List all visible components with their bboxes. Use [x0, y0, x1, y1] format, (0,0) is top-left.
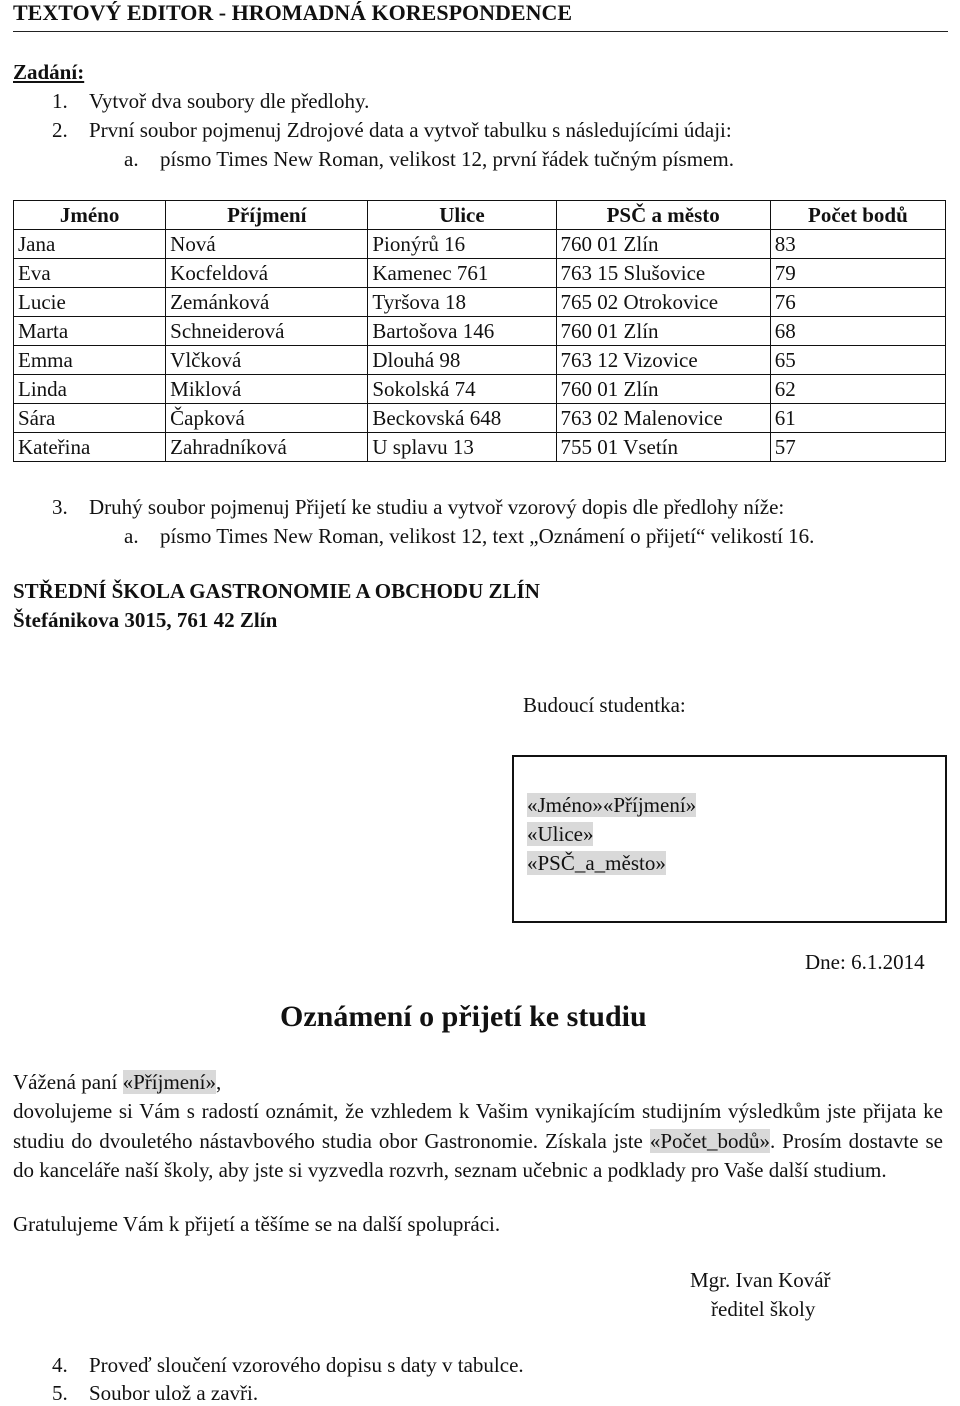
table-cell: Čapková — [166, 404, 368, 433]
table-row — [14, 317, 946, 346]
table-cell: 68 — [770, 317, 945, 346]
table-cell: Zahradníková — [166, 433, 368, 462]
table-cell: 760 01 Zlín — [556, 230, 770, 259]
table-cell: 755 01 Vsetín — [556, 433, 770, 462]
step-2a-letter: a. — [124, 147, 139, 171]
signer-role: ředitel školy — [711, 1297, 816, 1321]
table-cell: Jana — [14, 230, 166, 259]
header-ulice: Ulice — [368, 201, 556, 230]
letter-body — [13, 1097, 943, 1186]
step-3-text: Druhý soubor pojmenuj Přijetí ke studiu a vytvoř vzorový dopis dle předlohy níže: — [89, 495, 785, 519]
greeting-line — [13, 1070, 221, 1095]
table-cell: Eva — [14, 259, 166, 288]
table-cell: Schneiderová — [166, 317, 368, 346]
step-2-text: První soubor pojmenuj Zdrojové data a vytvoř tabulku s následujícími údaji: — [89, 118, 732, 142]
table-cell: Pionýrů 16 — [368, 230, 556, 259]
source-data-table — [13, 200, 946, 462]
merge-field-street-text: «Ulice» — [527, 822, 594, 846]
letter-body-part-1: dovolujeme si Vám s radostí oznámit, že vzhledem k Vašim vynikajícím studijním výsledkům jste přijata ke studiu do dvouletého nástavbového studia obor Gastronomie. Získala jste — [13, 1099, 943, 1153]
school-name: STŘEDNÍ ŠKOLA GASTRONOMIE A OBCHODU ZLÍN — [13, 579, 540, 603]
letter-body-part-2: . Prosím dostavte se do kanceláře naší školy, aby jste si vyzvedla rozvrh, seznam učebnic a podklady pro Vaše další studium. — [13, 1128, 943, 1182]
table-row — [14, 259, 946, 288]
header-jmeno: Jméno — [14, 201, 166, 230]
step-1-number: 1. — [52, 89, 68, 113]
table-cell: Lucie — [14, 288, 166, 317]
table-cell: Kateřina — [14, 433, 166, 462]
table-cell: Marta — [14, 317, 166, 346]
recipient-label: Budoucí studentka: — [523, 693, 686, 717]
signer-name: Mgr. Ivan Kovář — [690, 1268, 831, 1292]
table-cell: Bartošova 146 — [368, 317, 556, 346]
assignment-label: Zadání: — [13, 60, 85, 84]
greeting-comma: , — [215, 1070, 222, 1094]
letter-closing: Gratulujeme Vám k přijetí a těšíme se na další spolupráci. — [13, 1212, 501, 1236]
table-cell: 61 — [770, 404, 945, 433]
table-cell: Beckovská 648 — [368, 404, 556, 433]
table-cell: Kamenec 761 — [368, 259, 556, 288]
table-cell: U splavu 13 — [368, 433, 556, 462]
table-cell: Linda — [14, 375, 166, 404]
header-prijmeni: Příjmení — [166, 201, 368, 230]
step-3a-letter: a. — [124, 524, 139, 548]
table-cell: Miklová — [166, 375, 368, 404]
step-2a-text: písmo Times New Roman, velikost 12, první řádek tučným písmem. — [160, 147, 734, 171]
table-cell: Zemánková — [166, 288, 368, 317]
header-pocet-bodu: Počet bodů — [770, 201, 945, 230]
table-cell: Sára — [14, 404, 166, 433]
table-cell: 62 — [770, 375, 945, 404]
table-row — [14, 346, 946, 375]
table-cell: 763 12 Vizovice — [556, 346, 770, 375]
table-cell: 57 — [770, 433, 945, 462]
merge-field-street — [527, 822, 593, 847]
merge-field-city-text: «PSČ_a_město» — [527, 851, 666, 875]
table-cell: 760 01 Zlín — [556, 317, 770, 346]
table-row — [14, 230, 946, 259]
table-cell: 79 — [770, 259, 945, 288]
school-address: Štefánikova 3015, 761 42 Zlín — [13, 608, 278, 632]
table-row — [14, 404, 946, 433]
table-cell: Vlčková — [166, 346, 368, 375]
step-3-number: 3. — [52, 495, 68, 519]
letter-heading: Oznámení o přijetí ke studiu — [280, 1000, 647, 1033]
table-cell: 83 — [770, 230, 945, 259]
merge-field-surname: «Příjmení» — [122, 1070, 216, 1094]
merge-field-points: «Počet_bodů» — [649, 1128, 770, 1153]
table-row — [14, 288, 946, 317]
table-cell: Emma — [14, 346, 166, 375]
table-cell: Dlouhá 98 — [368, 346, 556, 375]
document-title: TEXTOVÝ EDITOR - HROMADNÁ KORESPONDENCE — [13, 0, 573, 25]
table-cell: 765 02 Otrokovice — [556, 288, 770, 317]
step-4-text: Proveď sloučení vzorového dopisu s daty v tabulce. — [89, 1353, 524, 1377]
table-cell: 65 — [770, 346, 945, 375]
table-cell: 763 02 Malenovice — [556, 404, 770, 433]
header-psc-mesto: PSČ a město — [556, 201, 770, 230]
table-cell: Kocfeldová — [166, 259, 368, 288]
step-2-number: 2. — [52, 118, 68, 142]
merge-field-city — [527, 851, 666, 876]
table-header-row — [14, 201, 946, 230]
step-5-text: Soubor ulož a zavři. — [89, 1381, 259, 1405]
step-5-number: 5. — [52, 1381, 68, 1405]
table-cell: 760 01 Zlín — [556, 375, 770, 404]
step-1-text: Vytvoř dva soubory dle předlohy. — [89, 89, 370, 113]
step-3a-text: písmo Times New Roman, velikost 12, text „Oznámení o přijetí“ velikostí 16. — [160, 524, 815, 548]
table-cell: 763 15 Slušovice — [556, 259, 770, 288]
merge-field-name-text: «Jméno»«Příjmení» — [527, 793, 697, 817]
title-underline — [13, 31, 948, 32]
table-cell: Tyršova 18 — [368, 288, 556, 317]
table-row — [14, 375, 946, 404]
table-cell: Sokolská 74 — [368, 375, 556, 404]
table-row — [14, 433, 946, 462]
greeting-text: Vážená paní — [13, 1070, 123, 1094]
table-cell: 76 — [770, 288, 945, 317]
letter-date: Dne: 6.1.2014 — [805, 950, 925, 974]
table-cell: Nová — [166, 230, 368, 259]
step-4-number: 4. — [52, 1353, 68, 1377]
merge-field-name — [527, 793, 696, 818]
